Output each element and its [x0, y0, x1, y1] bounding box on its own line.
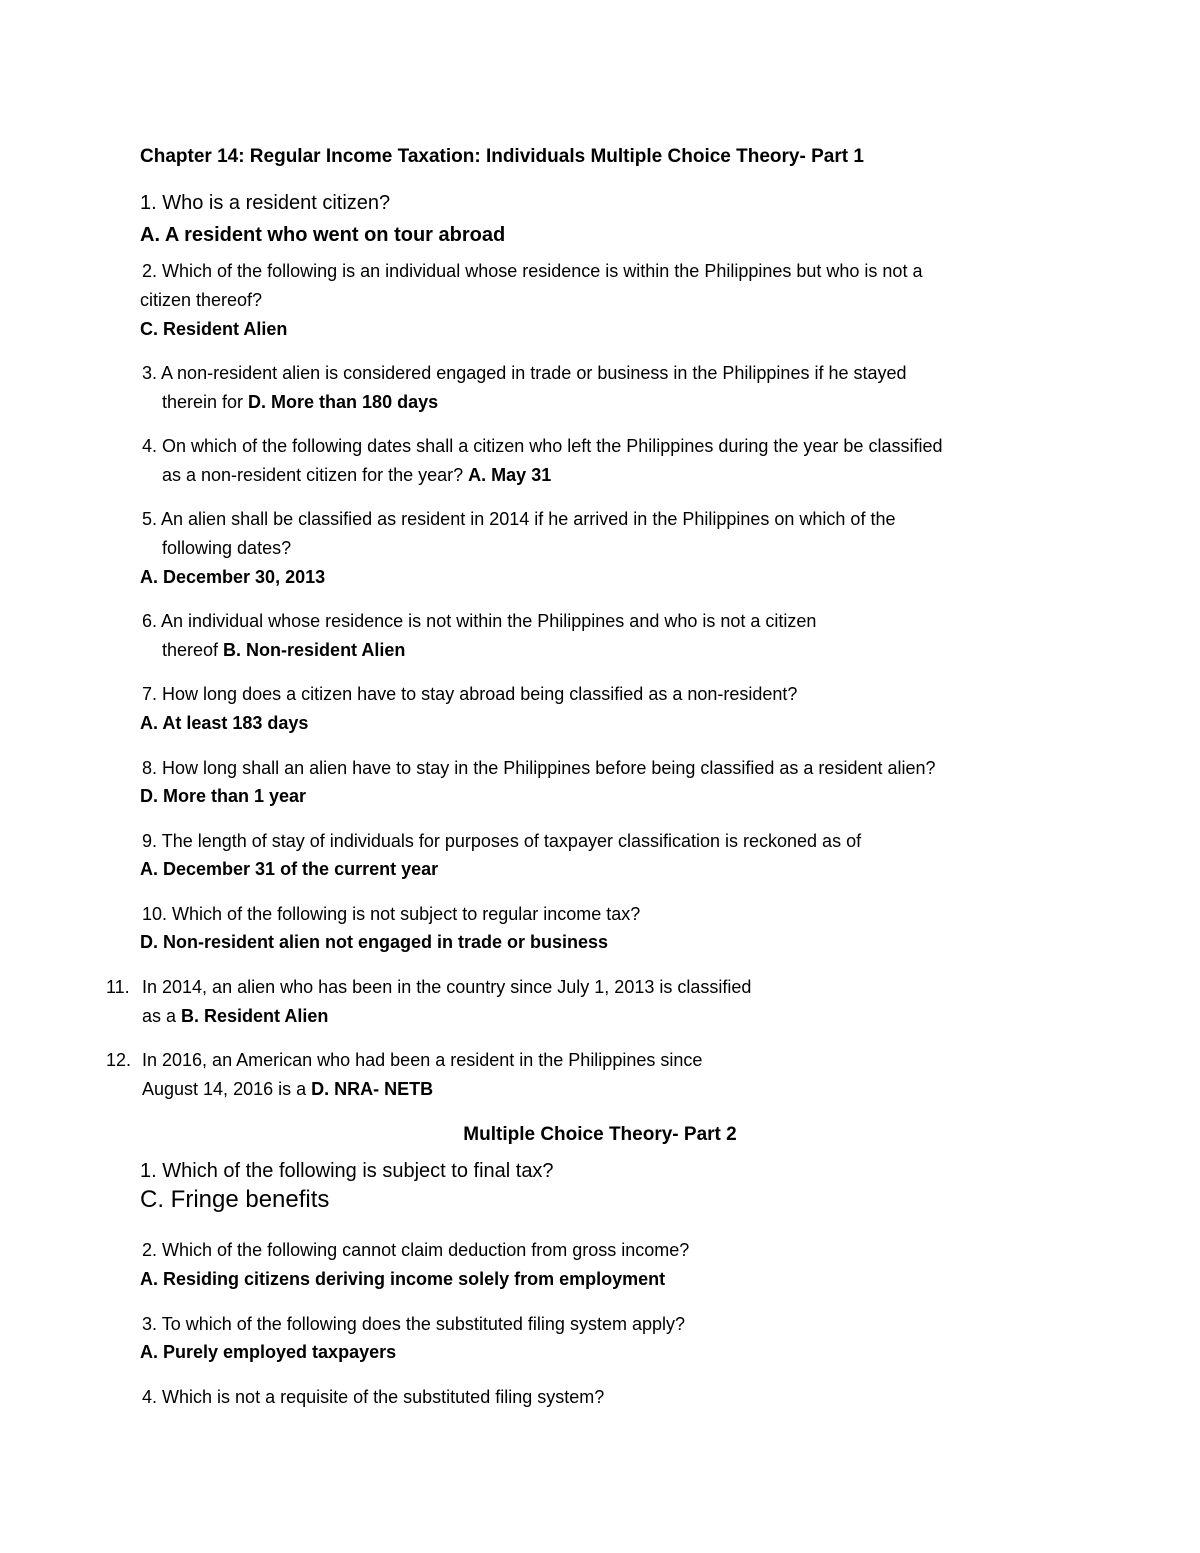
question-number: 8. — [142, 758, 158, 778]
question-text: as a non-resident citizen for the year? — [162, 465, 469, 485]
question-1 — [140, 192, 390, 214]
part2-question-2 — [142, 1239, 689, 1261]
question-8 — [142, 757, 936, 779]
answer-12: D. NRA- NETB — [311, 1079, 434, 1099]
question-number: 10. — [142, 904, 168, 924]
question-10 — [142, 903, 640, 925]
answer-4: A. May 31 — [468, 465, 552, 485]
question-9 — [142, 830, 861, 852]
answer-9: A. December 31 of the current year — [140, 859, 439, 879]
answer-8: D. More than 1 year — [140, 786, 307, 806]
question-text: Which of the following cannot claim deduction from gross income? — [162, 1240, 690, 1260]
question-number: 5. — [142, 509, 158, 529]
part2-question-3 — [142, 1313, 685, 1335]
question-6 — [142, 610, 816, 632]
question-text: How long shall an alien have to stay in the Philippines before being classified as a resident alien? — [162, 758, 936, 778]
question-text: A non-resident alien is considered engaged in trade or business in the Philippines if he stayed — [161, 363, 907, 383]
question-text: Which of the following is an individual whose residence is within the Philippines but who is not a — [162, 261, 923, 281]
answer-3: D. More than 180 days — [248, 392, 439, 412]
question-number: 6. — [142, 611, 158, 631]
question-4 — [142, 435, 942, 457]
question-5-cont: following dates? — [162, 538, 292, 558]
part2-question-1 — [140, 1160, 554, 1182]
question-text: thereof — [162, 640, 224, 660]
part2-question-4 — [142, 1386, 604, 1408]
question-number: 2. — [142, 1240, 158, 1260]
question-text: therein for — [162, 392, 249, 412]
question-number: 1. — [140, 192, 157, 214]
question-2 — [142, 260, 922, 282]
question-12 — [106, 1049, 702, 1071]
answer-2: C. Resident Alien — [140, 319, 288, 339]
question-11 — [106, 976, 751, 998]
question-number: 1. — [140, 1160, 157, 1182]
question-text: as a — [142, 1006, 182, 1026]
question-number: 7. — [142, 684, 158, 704]
question-number: 3. — [142, 363, 158, 383]
question-text: In 2014, an alien who has been in the country since July 1, 2013 is classified — [142, 977, 752, 997]
question-text: Who is a resident citizen? — [162, 192, 391, 214]
question-number: 9. — [142, 831, 158, 851]
question-12-cont — [142, 1078, 433, 1100]
question-text: Which of the following is not subject to regular income tax? — [172, 904, 641, 924]
question-11-cont — [142, 1005, 328, 1027]
question-number: 2. — [142, 261, 158, 281]
part2-answer-1: C. Fringe benefits — [140, 1186, 330, 1213]
question-text: An alien shall be classified as resident in 2014 if he arrived in the Philippines on which of the — [161, 509, 896, 529]
document-title: Chapter 14: Regular Income Taxation: Individuals Multiple Choice Theory- Part 1 — [140, 146, 864, 167]
question-number: 3. — [142, 1314, 158, 1334]
answer-11: B. Resident Alien — [181, 1006, 329, 1026]
question-text: Which is not a requisite of the substituted filing system? — [162, 1387, 605, 1407]
answer-5: A. December 30, 2013 — [140, 567, 326, 587]
question-3-cont — [162, 391, 438, 413]
answer-10: D. Non-resident alien not engaged in trade or business — [140, 932, 609, 952]
question-number: 12. — [106, 1050, 132, 1070]
part2-answer-3: A. Purely employed taxpayers — [140, 1342, 397, 1362]
part2-answer-2: A. Residing citizens deriving income solely from employment — [140, 1269, 666, 1289]
question-text: In 2016, an American who had been a resident in the Philippines since — [142, 1050, 703, 1070]
question-text: How long does a citizen have to stay abroad being classified as a non-resident? — [162, 684, 798, 704]
question-4-cont — [162, 464, 551, 486]
question-text: To which of the following does the substituted filing system apply? — [161, 1314, 685, 1334]
question-7 — [142, 683, 797, 705]
question-text: The length of stay of individuals for purposes of taxpayer classification is reckoned as of — [161, 831, 862, 851]
question-number: 4. — [142, 436, 158, 456]
question-text: August 14, 2016 is a — [142, 1079, 312, 1099]
question-number: 11. — [106, 977, 130, 997]
answer-6: B. Non-resident Alien — [223, 640, 406, 660]
question-2-cont: citizen thereof? — [140, 290, 263, 310]
question-3 — [142, 362, 907, 384]
answer-7: A. At least 183 days — [140, 713, 309, 733]
question-text: Which of the following is subject to final tax? — [162, 1160, 554, 1182]
section-heading-part-2: Multiple Choice Theory- Part 2 — [463, 1124, 737, 1145]
answer-1: A. A resident who went on tour abroad — [140, 224, 506, 246]
question-text: An individual whose residence is not within the Philippines and who is not a citizen — [161, 611, 817, 631]
question-number: 4. — [142, 1387, 158, 1407]
question-5 — [142, 508, 895, 530]
question-text: On which of the following dates shall a citizen who left the Philippines during the year be classified — [162, 436, 943, 456]
question-6-cont — [162, 639, 405, 661]
